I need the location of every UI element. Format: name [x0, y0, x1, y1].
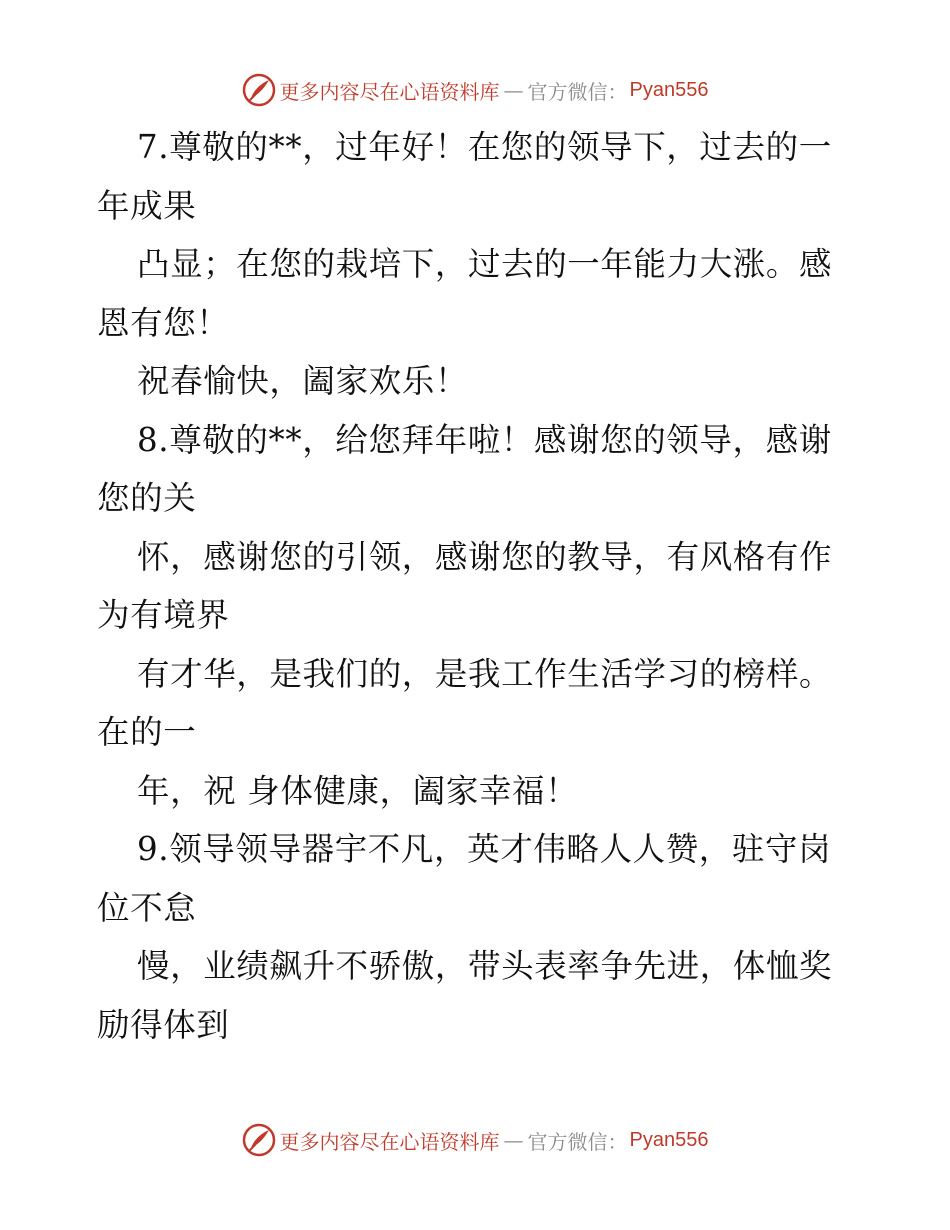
text-line: 为有境界	[97, 596, 230, 634]
text-line: 您的关	[97, 479, 197, 517]
banner-caption	[280, 76, 709, 105]
text-line: 怀，感谢您的引领，感谢您的教导，有风格有作	[137, 537, 833, 576]
text-line: 有才华，是我们的，是我工作生活学习的榜样。	[137, 654, 833, 693]
header-banner	[0, 70, 950, 110]
text-line: 位不怠	[97, 888, 197, 927]
banner-separator: —	[503, 1128, 524, 1152]
text-line: 祝春愉快，阖家欢乐！	[137, 362, 469, 400]
wechat-label: 官方微信：	[527, 1129, 628, 1154]
banner-caption	[280, 1126, 709, 1155]
footer-banner	[0, 1120, 950, 1160]
text-line: 励得体到	[97, 1005, 230, 1044]
quill-pen-logo-icon	[242, 73, 276, 107]
text-line: 年成果	[97, 186, 197, 225]
text-line: 恩有您！	[97, 303, 230, 342]
banner-title: 更多内容尽在心语资料库	[279, 1129, 500, 1154]
wechat-id: Pyan556	[629, 78, 709, 101]
text-line: 年，祝 身体健康，阖家幸福！	[137, 771, 579, 810]
banner-separator: —	[503, 78, 524, 102]
document-body	[97, 118, 857, 1054]
text-line: 9.领导领导器宇不凡，英才伟略人人赞，驻守岗	[137, 830, 832, 868]
banner-title: 更多内容尽在心语资料库	[279, 79, 500, 104]
quill-pen-logo-icon	[242, 1123, 276, 1157]
text-line: 慢，业绩飙升不骄傲，带头表率争先进，体恤奖	[137, 947, 833, 985]
text-line: 7.尊敬的**，过年好！在您的领导下，过去的一	[137, 128, 832, 166]
wechat-id: Pyan556	[629, 1128, 709, 1151]
wechat-label: 官方微信：	[527, 79, 628, 104]
text-line: 在的一	[97, 713, 197, 751]
text-line: 凸显；在您的栽培下，过去的一年能力大涨。感	[137, 245, 833, 283]
text-line: 8.尊敬的**，给您拜年啦！感谢您的领导，感谢	[137, 420, 832, 459]
